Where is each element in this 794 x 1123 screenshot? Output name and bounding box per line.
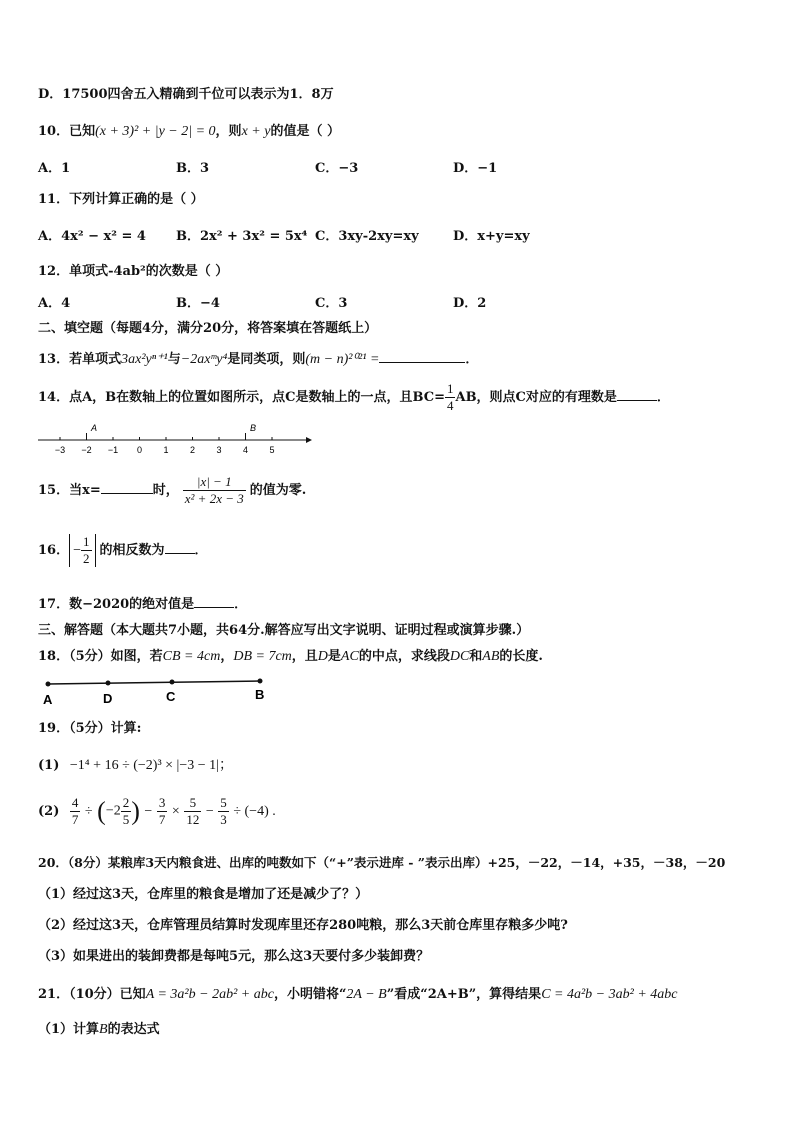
q15-frac-den: x² + 2x − 3: [184, 491, 244, 506]
q17-end: ．: [234, 597, 248, 612]
segment-label-a: A: [43, 692, 53, 707]
q19-frac-5-12: [184, 795, 201, 828]
q21-sub-1: [38, 1018, 160, 1038]
q10-option-d: D．−1: [453, 161, 498, 176]
q17-stem: [38, 593, 247, 612]
q16-fraction: [81, 534, 92, 567]
q19-frac-2-5: [121, 795, 132, 828]
q14-end: ．: [656, 390, 670, 405]
q15-frac-num: |x| − 1: [196, 474, 232, 489]
q13-stem: [38, 348, 478, 368]
q21-sub-1-pre: （1）计算: [38, 1022, 100, 1037]
q10-option-c: C．−3: [315, 161, 359, 176]
q19-mixed-whole: −2: [105, 803, 121, 819]
q11-stem: 11．下列计算正确的是（ ）: [38, 192, 204, 207]
q17-answer-blank[interactable]: [194, 607, 234, 608]
frac-den: 7: [71, 812, 79, 827]
q15-post: 的值为零.: [249, 483, 307, 498]
segment-label-b: B: [255, 687, 265, 702]
q20-sub-1: （1）经过这3天，仓库里的粮食是增加了还是减少了？）: [38, 887, 369, 902]
q12-option-d: D．2: [453, 296, 487, 311]
point-d: [106, 681, 111, 686]
q19-part-1: [38, 754, 233, 774]
q18-post: 的长度.: [499, 649, 543, 664]
q12-option-b: B．−4: [176, 296, 220, 311]
q19-part-1-label: (1): [38, 758, 60, 773]
q21-sub-1-b: B: [99, 1022, 108, 1037]
point-a: [46, 682, 51, 687]
q15-answer-blank[interactable]: [101, 493, 153, 494]
q17-text: 17．数−2020的绝对值是: [38, 597, 195, 612]
q19-part-2: [38, 795, 276, 828]
q14-post: AB，则点C对应的有理数是: [455, 390, 617, 405]
number-line-arrow: [306, 437, 312, 443]
q13-answer-blank[interactable]: [379, 362, 465, 363]
q13-term-2: −2axᵐy⁴: [180, 352, 228, 367]
frac-num: 4: [71, 795, 79, 810]
q13-mid2: 是同类项，则: [227, 352, 306, 367]
section-3-title: 三、解答题（本大题共7小题，共64分.解答应写出文字说明、证明过程或演算步骤.）: [38, 623, 530, 638]
point-a-label: A: [91, 423, 98, 433]
q10-mid: ，则: [215, 124, 242, 139]
q20-sub-2: （2）经过这3天，仓库管理员结算时发现库里还存280吨粮，那么3天前仓库里存粮多少吨?: [38, 918, 568, 933]
frac-den: 3: [220, 812, 227, 827]
q20-stem: 20．（8分）某粮库3天内粮食进、出库的吨数如下（“+”表示进库 - ”表示出库）+25，－22，－14，+35，－38，－20: [38, 855, 726, 870]
q14-frac-den: 4: [446, 398, 454, 413]
q18-ab: AB: [482, 649, 500, 664]
q16-frac-num: 1: [83, 534, 90, 549]
tick-label: 1: [163, 445, 169, 455]
point-c: [170, 680, 175, 685]
number-line-ticks: [55, 433, 275, 455]
q13-pre: 若单项式: [69, 352, 122, 367]
q21-mid2: ”看成“2A+B”，算得结果: [386, 987, 542, 1002]
tick-label: 5: [269, 445, 275, 455]
q16-post: 的相反数为: [99, 543, 165, 558]
q16-end: ．: [194, 543, 208, 558]
tick-label: 2: [189, 445, 196, 455]
q10-number: 10．: [38, 124, 70, 139]
point-b: [258, 679, 263, 684]
q15-fraction: [183, 474, 246, 507]
q12-stem: 12．单项式-4ab²的次数是（ ）: [38, 264, 229, 279]
q21-sub-1-post: 的表达式: [107, 1022, 160, 1037]
segment-figure: [38, 674, 278, 708]
q10-expression: (x + 3)² + |y − 2| = 0: [95, 124, 216, 139]
q13-number: 13．: [38, 352, 70, 367]
q18-dc: DC: [449, 649, 470, 664]
q13-end: ．: [465, 352, 479, 367]
q11-option-b: B．2x² + 3x² = 5x⁴: [176, 229, 308, 244]
section-2-title: 二、填空题（每题4分，满分20分，将答案填在答题纸上）: [38, 321, 378, 336]
tick-label: 0: [136, 445, 143, 455]
q19-stem: 19．（5分）计算:: [38, 721, 142, 736]
q19-divide: ÷: [84, 804, 93, 819]
q13-expression: (m − n)²⁰²¹ =: [305, 352, 380, 367]
q16-stem: [38, 534, 208, 567]
q16-frac-den: 2: [83, 551, 90, 566]
q19-minus-2: −: [205, 804, 214, 819]
point-b-label: B: [250, 423, 257, 433]
tick-label: −1: [107, 445, 119, 455]
q14-fraction: [445, 381, 456, 414]
q18-mid3: 的中点，求线段: [358, 649, 450, 664]
q19-part-1-expr: −1⁴ + 16 ÷ (−2)³ × |−3 − 1|；: [69, 758, 233, 773]
tick-label: 3: [216, 445, 222, 455]
segment-label-d: D: [103, 691, 113, 706]
q16-answer-blank[interactable]: [165, 553, 195, 554]
q18-pre: 18．（5分）如图，若: [38, 649, 163, 664]
q21-pre: 21．（10分）已知: [38, 987, 146, 1002]
q14-pre: 14．点A，B在数轴上的位置如图所示，点C是数轴上的一点，且BC=: [38, 390, 445, 405]
number-line-figure: [36, 422, 316, 458]
q19-times: ×: [171, 804, 180, 819]
q12-option-c: C．3: [315, 296, 348, 311]
q10-stem: [38, 120, 340, 140]
q18-d: D: [317, 649, 328, 664]
q16-sign: −: [73, 543, 81, 558]
q18-ac: AC: [340, 649, 359, 664]
tick-label: 4: [242, 445, 249, 455]
frac-num: 5: [189, 795, 197, 810]
q19-frac-5-3: [218, 795, 229, 828]
q21-stem: [38, 983, 677, 1003]
frac-den: 12: [186, 812, 200, 827]
q19-right-paren: ): [131, 796, 140, 826]
q21-wrong: 2A − B: [346, 987, 387, 1002]
q20-sub-3: （3）如果进出的装卸费都是每吨5元，那么这3天要付多少装卸费？: [38, 949, 430, 964]
q10-post: 的值是（ ）: [270, 124, 340, 139]
q18-mid: ，且: [291, 649, 318, 664]
q13-mid: 与: [167, 352, 181, 367]
frac-den: 5: [122, 812, 130, 827]
q10-option-a: A．1: [38, 161, 71, 176]
q18-cb: CB = 4cm: [162, 649, 221, 664]
q12-option-a: A．4: [38, 296, 71, 311]
q18-and: 和: [469, 649, 483, 664]
q18-mid2: 是: [327, 649, 341, 664]
q15-mid: 时，: [152, 483, 179, 498]
q14-frac-num: 1: [446, 381, 454, 396]
segment-line: [48, 681, 260, 684]
tick-label: −2: [81, 445, 92, 455]
q10-option-b: B．3: [176, 161, 210, 176]
frac-num: 5: [220, 795, 227, 810]
q13-term-1: 3ax²yⁿ⁺¹: [121, 352, 168, 367]
frac-num: 3: [158, 795, 166, 810]
q18-comma: ，: [220, 649, 234, 664]
q10-pre: 已知: [69, 124, 96, 139]
q9-option-d: D．17500四舍五入精确到千位可以表示为1．8万: [38, 87, 334, 102]
q19-part-2-label: (2): [38, 804, 60, 819]
q15-pre: 15．当x=: [38, 483, 101, 498]
q21-a-expr: A = 3a²b − 2ab² + abc: [145, 987, 274, 1002]
q18-stem: [38, 645, 543, 665]
q11-option-d: D．x+y=xy: [453, 229, 530, 244]
q10-xy: x + y: [241, 124, 271, 139]
q19-frac-3-7: [157, 795, 168, 828]
frac-den: 7: [158, 812, 166, 827]
tick-label: −3: [54, 445, 66, 455]
q16-abs-value: [69, 534, 95, 567]
q21-mid: ，小明错将“: [273, 987, 347, 1002]
q14-stem: [38, 381, 670, 414]
q11-option-c: C．3xy-2xy=xy: [315, 229, 419, 244]
q19-left-paren: (: [97, 796, 106, 826]
q11-option-a: A．4x² − x² = 4: [38, 229, 146, 244]
q14-answer-blank[interactable]: [617, 400, 657, 401]
q19-tail: ÷ (−4) .: [233, 804, 276, 819]
segment-label-c: C: [166, 689, 176, 704]
q19-minus-1: −: [144, 804, 153, 819]
frac-num: 2: [122, 795, 130, 810]
q21-c-expr: C = 4a²b − 3ab² + 4abc: [541, 987, 678, 1002]
q15-stem: [38, 474, 306, 507]
q18-db: DB = 7cm: [233, 649, 292, 664]
q16-number: 16．: [38, 543, 70, 558]
q19-frac-4-7: [70, 795, 81, 828]
